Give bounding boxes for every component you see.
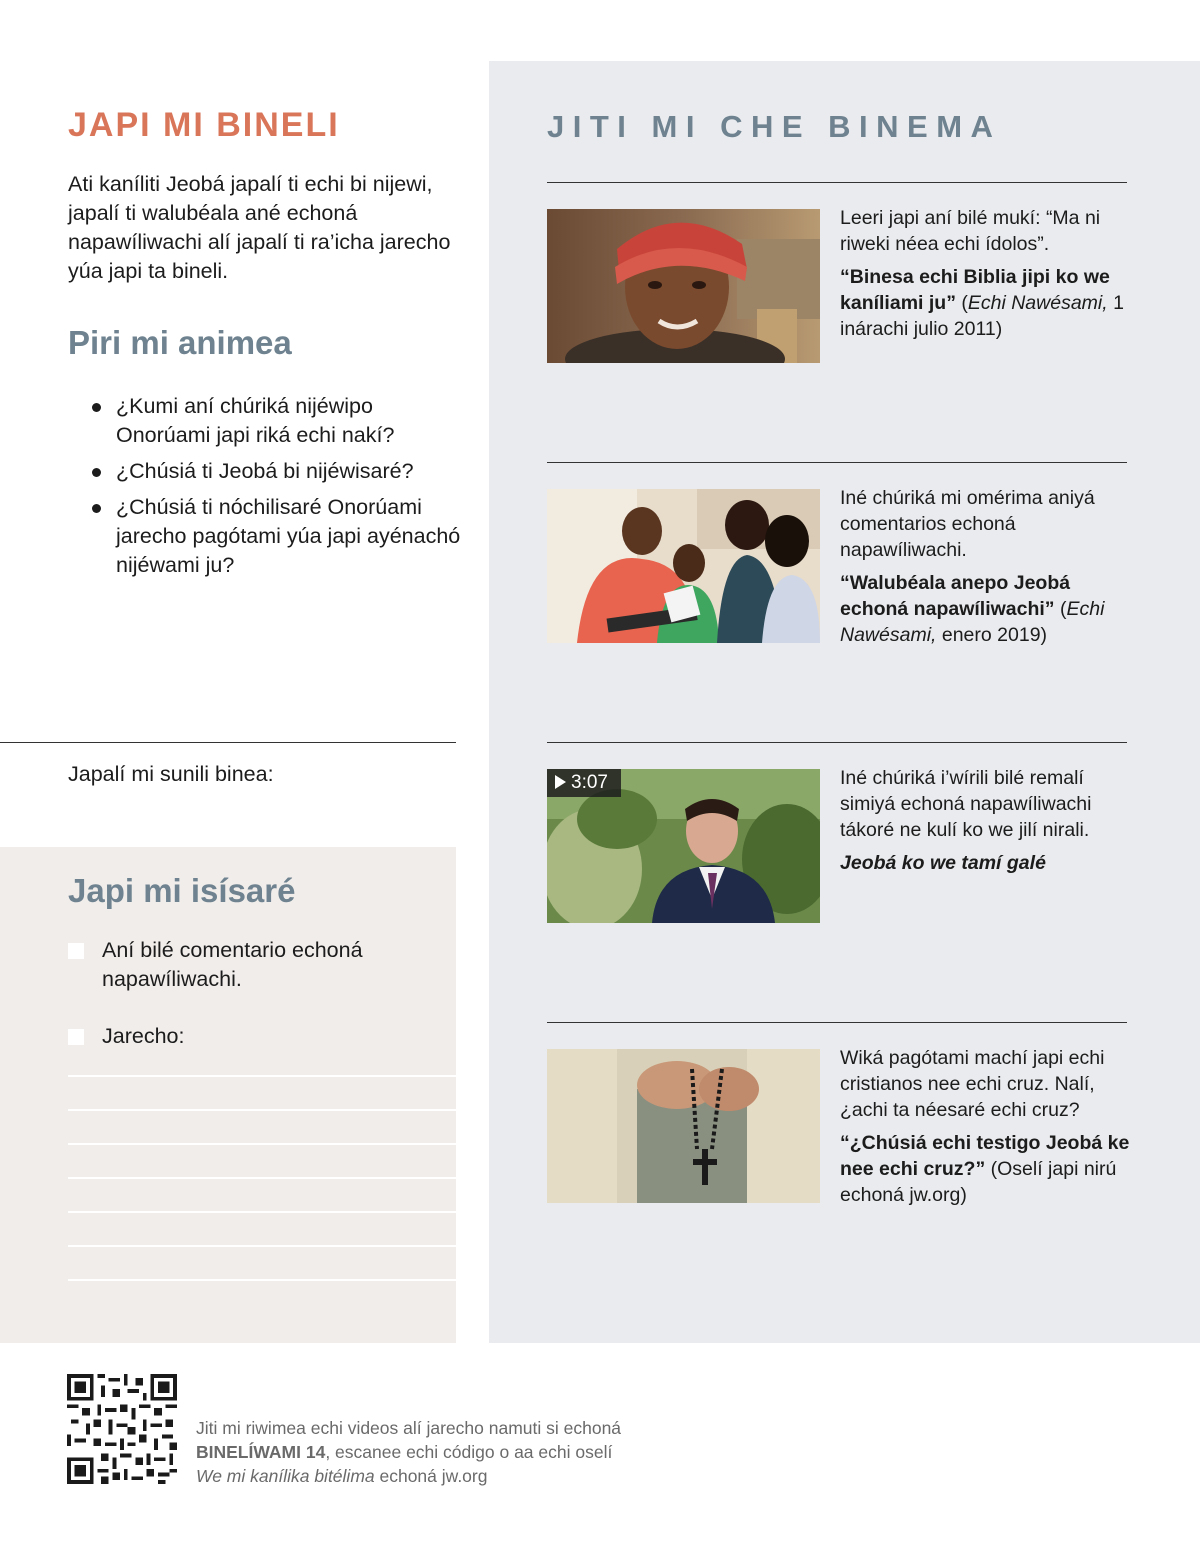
write-line[interactable] <box>68 1109 456 1111</box>
divider <box>547 742 1127 743</box>
man-in-suit-video-still[interactable] <box>547 769 820 923</box>
review-title: Piri mi animea <box>68 324 292 361</box>
review-question: ¿Chúsiá ti Jeobá bi nijéwisaré? <box>92 457 464 486</box>
divider <box>547 182 1127 183</box>
explore-item-text: Leeri japi aní bilé mukí: “Ma ni riweki néea echi ídolos”. “Binesa echi Biblia jipi ko we kaníliami ju” (Echi Nawésami, 1 inárachi julio 2011) <box>840 205 1130 342</box>
hands-holding-rosary-photo[interactable] <box>547 1049 820 1203</box>
write-line[interactable] <box>68 1245 456 1247</box>
reference[interactable]: “¿Chúsiá echi testigo Jeobá ke nee echi cruz?” (Oselí japi nirú echoná jw.org) <box>840 1132 1130 1206</box>
explore-title: JITI MI CHE BINEMA <box>547 109 1002 144</box>
explore-item-text: Wiká pagótami machí japi echi cristianos nee echi cruz. Nalí, ¿achi ta néesaré echi cruz? “¿Chúsiá echi testigo Jeobá ke nee echi cruz?” (Oselí japi nirú echoná jw.org) <box>840 1047 1130 1206</box>
play-icon <box>555 775 566 789</box>
summary-text: Ati kaníliti Jeobá japalí ti echi bi nijewi, japalí ti walubéala ané echoná napawíliwachi alí japalí ti ra’icha jarecho yúa japi ta bineli. <box>68 172 451 283</box>
goals-box <box>0 847 456 1343</box>
write-line[interactable] <box>68 1279 456 1281</box>
video-duration-badge[interactable]: 3:07 <box>547 769 621 797</box>
write-line[interactable] <box>68 1211 456 1213</box>
review-question: ¿Kumi aní chúriká nijéwipo Onorúami japi riká echi nakí? <box>92 392 464 450</box>
reference[interactable]: “Binesa echi Biblia jipi ko we kaníliami ju” (Echi Nawésami, 1 inárachi julio 2011) <box>840 266 1124 340</box>
write-line[interactable] <box>68 1143 456 1145</box>
bullet-icon <box>92 468 101 477</box>
checkbox-icon[interactable] <box>68 943 84 959</box>
write-line[interactable] <box>68 1075 456 1077</box>
notes-label: Japalí mi sunili binea: <box>68 762 274 786</box>
footer-text: Jiti mi riwimea echi videos alí jarecho namuti si echoná BINELÍWAMI 14, escanee echi código o aa echi oselí We mi kanílika bitélima echoná jw.org <box>196 1418 622 1486</box>
bullet-icon <box>92 504 101 513</box>
explore-item-text: Iné chúriká i’wírili bilé remalí simiyá echoná napawíliwachi tákoré ne kulí ko we jilí nirali. Jeobá ko we tamí galé <box>840 765 1130 876</box>
summary-title: JAPI MI BINELI <box>68 106 340 144</box>
elderly-woman-photo[interactable] <box>547 209 820 363</box>
video-link[interactable]: Jeobá ko we tamí galé <box>840 852 1046 874</box>
goal-item: Jarecho: <box>68 1022 428 1051</box>
goals-title: Japi mi isísaré <box>68 872 296 909</box>
divider <box>547 1022 1127 1023</box>
goal-item: Aní bilé comentario echoná napawíliwachi. <box>68 936 428 994</box>
family-study-photo[interactable] <box>547 489 820 643</box>
checkbox-icon[interactable] <box>68 1029 84 1045</box>
divider <box>0 742 456 743</box>
qr-code-icon[interactable] <box>67 1374 177 1484</box>
explore-item-text: Iné chúriká mi omérima aniyá comentarios echoná napawíliwachi. “Walubéala anepo Jeobá echoná napawíliwachi” (Echi Nawésami, enero 2019) <box>840 485 1130 648</box>
bullet-icon <box>92 403 101 412</box>
write-line[interactable] <box>68 1177 456 1179</box>
divider <box>547 462 1127 463</box>
review-question: ¿Chúsiá ti nóchilisaré Onorúami jarecho pagótami yúa japi ayénachó nijéwami ju? <box>92 493 464 580</box>
reference[interactable]: “Walubéala anepo Jeobá echoná napawíliwachi” (Echi Nawésami, enero 2019) <box>840 572 1105 646</box>
review-questions <box>92 392 464 587</box>
